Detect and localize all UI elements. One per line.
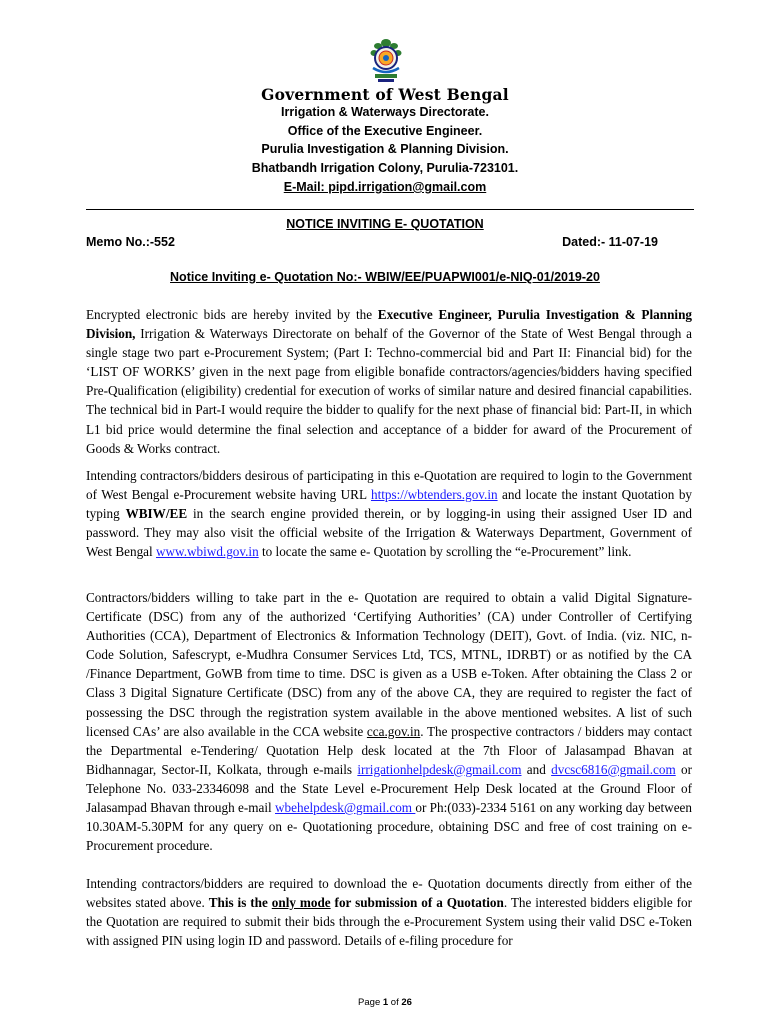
dvcsc-email-link[interactable]: dvcsc6816@gmail.com <box>551 761 676 777</box>
office-line: Office of the Executive Engineer. <box>287 124 483 138</box>
niq-number: Notice Inviting e- Quotation No:- WBIW/EE/PUAPWI001/e-NIQ-01/2019-20 <box>170 270 600 284</box>
bold-run: Executive Engineer, Purulia Investigation & Planning Division, <box>86 307 693 342</box>
separator-rule <box>86 209 694 210</box>
total-pages-number: 26 <box>401 997 412 1008</box>
page-footer <box>0 997 770 1008</box>
paragraph-invitation <box>86 305 692 458</box>
address-line: Bhatbandh Irrigation Colony, Purulia-723101. <box>251 161 519 175</box>
memo-number: Memo No.:-552 <box>86 235 175 249</box>
text-run: . The interested bidders eligible for the Quotation are required to submit their bids through the e-Procurement System using their valid DSC e-Token with assigned PIN using login ID and password. Details of e-filing procedure for <box>86 895 693 949</box>
text-run: Contractors/bidders willing to take part in the e- Quotation are required to obtain a valid Digital Signature- Certificate (DSC) from any of the authorized ‘Certifying Authorities’ (CA) under Controller of Certifying Authorities (CCA), Department of Electronics & Information Technology (DEIT), Govt. of India. (viz. NIC, n-Code Solution, Safescrypt, e-Mudhra Consumer Services Ltd, TCS, MTNL, IDRBT) or as notified by the CA /Finance Department, GoWB from time to time. DSC is given as a USB e-Token. After obtaining the Class 2 or Class 3 Digital Signature Certificate (DSC) from any of the above CA, they are required to register the fact of possessing the DSC through the registration system available in the above mentioned websites. A list of such licensed CAs’ are also available in the CCA website <box>86 590 692 739</box>
text-run: or Ph:(033)-2334 5161 on any working day between 10.30AM-5.30PM for any query on e- Quotationing procedure, obtaining DSC and free of cost training on e-Procurement procedure. <box>86 800 692 854</box>
memo-date: Dated:- 11-07-19 <box>562 235 658 249</box>
text-run: and <box>521 761 552 777</box>
page-word: Page <box>358 997 383 1008</box>
text-run: Intending contractors/bidders desirous of participating in this e-Quotation are required to login to the Government of West Bengal e-Procurement website having URL <box>86 468 692 503</box>
irrigation-helpdesk-email-link[interactable]: irrigationhelpdesk@gmail.com <box>357 761 522 777</box>
email-line[interactable]: E-Mail: pipd.irrigation@gmail.com <box>283 180 487 194</box>
text-run: in the search engine provided therein, or by logging-in using their assigned User ID and password. They may also visit the official website of the Irrigation & Waterways Department, Government of West Bengal <box>86 506 693 560</box>
current-page-number: 1 <box>382 997 389 1008</box>
text-run: or Telephone No. 033-23346098 and the State Level e-Procurement Help Desk located at the Ground Floor of Jalasampad Bhavan through e-mail <box>86 761 692 816</box>
notice-heading: NOTICE INVITING E- QUOTATION <box>286 217 484 231</box>
bold-run: for submission of a Quotation <box>330 895 504 911</box>
of-word: of <box>388 997 402 1008</box>
wbtenders-link[interactable]: https://wbtenders.gov.in <box>370 487 498 503</box>
text-run: Intending contractors/bidders are required to download the e- Quotation documents directly from either of the websites stated above. <box>86 876 692 911</box>
wbehelpdesk-email-link[interactable]: wbehelpdesk@gmail.com <box>275 800 416 816</box>
paragraph-dsc <box>86 588 692 855</box>
text-run: Irrigation & Waterways Directorate on behalf of the Governor of the State of West Bengal through a single stage two part e-Procurement System; (Part I: Techno-commercial bid and Part II: Financial bid) for the ‘LIST OF WORKS’ given in the next page from eligible bonafide contractors/agencies/bidders having specified Pre-Qualification (eligibility) credential for execution of works of similar nature and desired financial capabilities. The technical bid in Part-I would require the bidder to qualify for the next phase of financial bid: Part-II, in which L1 bid price would determine the final selection and acceptance of a bidder for award of the Procurement of Goods & Works contract. <box>86 326 692 456</box>
division-line: Purulia Investigation & Planning Division. <box>261 142 509 156</box>
paragraph-login <box>86 466 692 561</box>
government-title: Government of West Bengal <box>261 85 509 104</box>
cca-link[interactable]: cca.gov.in <box>366 723 421 739</box>
paragraph-download <box>86 874 692 950</box>
bold-run: This is the <box>208 895 272 911</box>
text-run: Encrypted electronic bids are hereby invited by the <box>86 307 378 322</box>
wbiwd-link[interactable]: www.wbiwd.gov.in <box>156 544 259 560</box>
directorate-line: Irrigation & Waterways Directorate. <box>281 105 489 119</box>
bold-run: WBIW/EE <box>125 506 188 522</box>
text-run: and locate the instant Quotation by typing <box>86 487 693 522</box>
west-bengal-emblem-icon <box>366 36 406 84</box>
bold-underline-run: only mode <box>271 895 331 911</box>
text-run: to locate the same e- Quotation by scrolling the “e-Procurement” link. <box>258 544 632 560</box>
text-run: . The prospective contractors / bidders may contact the Departmental e-Tendering/ Quotation Help desk located at the 7th Floor of Jalasampad Bhavan at Bidhannagar, Sector-II, Kolkata, through e-mails <box>86 723 692 777</box>
